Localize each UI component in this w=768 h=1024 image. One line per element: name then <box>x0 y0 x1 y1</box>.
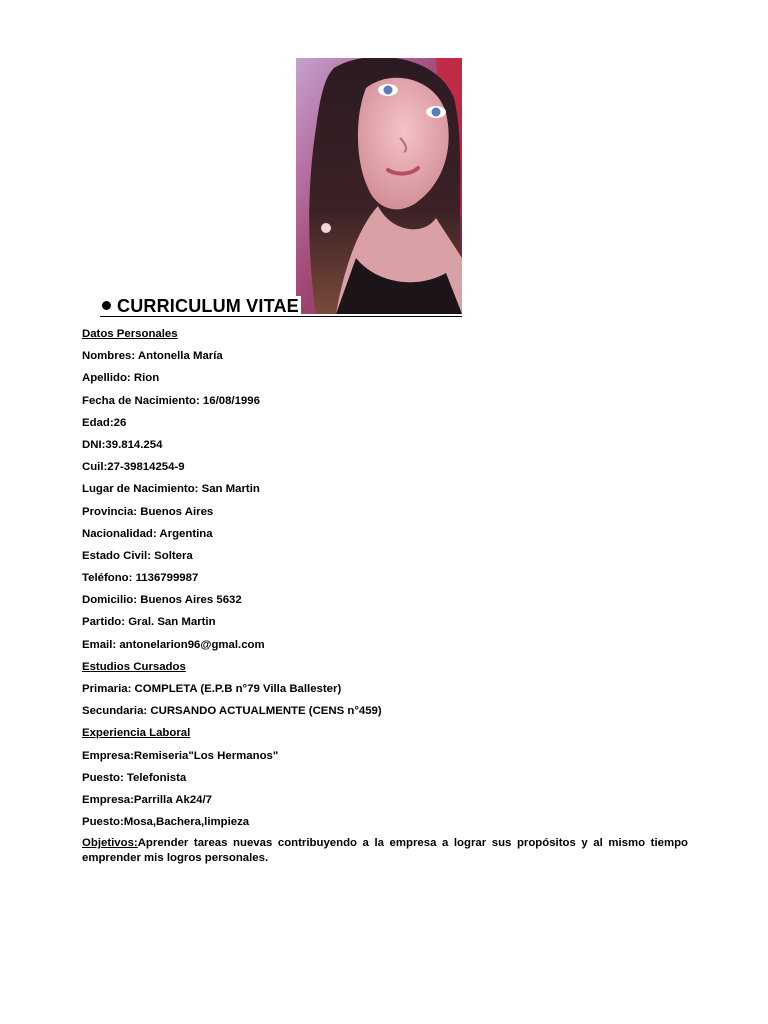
personal-line: Nacionalidad: Argentina <box>82 527 213 540</box>
objectives-text: Aprender tareas nuevas contribuyendo a la empresa a lograr sus propósitos y al mismo tiempo emprender mis logros personales. <box>82 837 688 865</box>
document-title: CURRICULUM VITAE <box>117 296 299 316</box>
section-heading-studies: Estudios Cursados <box>82 660 186 673</box>
personal-line: Partido: Gral. San Martin <box>82 616 216 629</box>
section-heading-personal: Datos Personales <box>82 328 178 340</box>
personal-line: Fecha de Nacimiento: 16/08/1996 <box>82 394 260 407</box>
experience-line: Puesto: Telefonista <box>82 771 187 784</box>
personal-line: Teléfono: 1136799987 <box>82 572 199 585</box>
personal-line: Estado Civil: Soltera <box>82 549 193 562</box>
section-heading-experience: Experiencia Laboral <box>82 727 191 740</box>
personal-line: Email: antonelarion96@gmal.com <box>82 638 265 651</box>
personal-line: DNI:39.814.254 <box>82 438 163 451</box>
studies-line: Secundaria: CURSANDO ACTUALMENTE (CENS n°459) <box>82 705 382 718</box>
section-heading-objectives: Objetivos: <box>82 837 138 850</box>
objectives-paragraph <box>82 836 688 866</box>
cv-content <box>82 326 692 866</box>
bullet-icon <box>102 301 111 310</box>
personal-line: Lugar de Nacimiento: San Martin <box>82 483 260 496</box>
personal-line: Apellido: Rion <box>82 372 160 385</box>
studies-line: Primaria: COMPLETA (E.P.B n°79 Villa Ballester) <box>82 683 342 695</box>
personal-line: Provincia: Buenos Aires <box>82 505 214 518</box>
profile-photo <box>296 58 462 314</box>
title-row <box>100 294 462 317</box>
personal-line: Nombres: Antonella María <box>82 350 223 363</box>
experience-line: Empresa:Remiseria"Los Hermanos" <box>82 749 279 762</box>
personal-line: Cuil:27-39814254-9 <box>82 461 185 474</box>
experience-line: Puesto:Mosa,Bachera,limpieza <box>82 816 250 829</box>
portrait-illustration <box>296 58 462 314</box>
experience-line: Empresa:Parrilla Ak24/7 <box>82 793 213 806</box>
personal-line: Domicilio: Buenos Aires 5632 <box>82 594 242 607</box>
personal-line: Edad:26 <box>82 416 127 429</box>
